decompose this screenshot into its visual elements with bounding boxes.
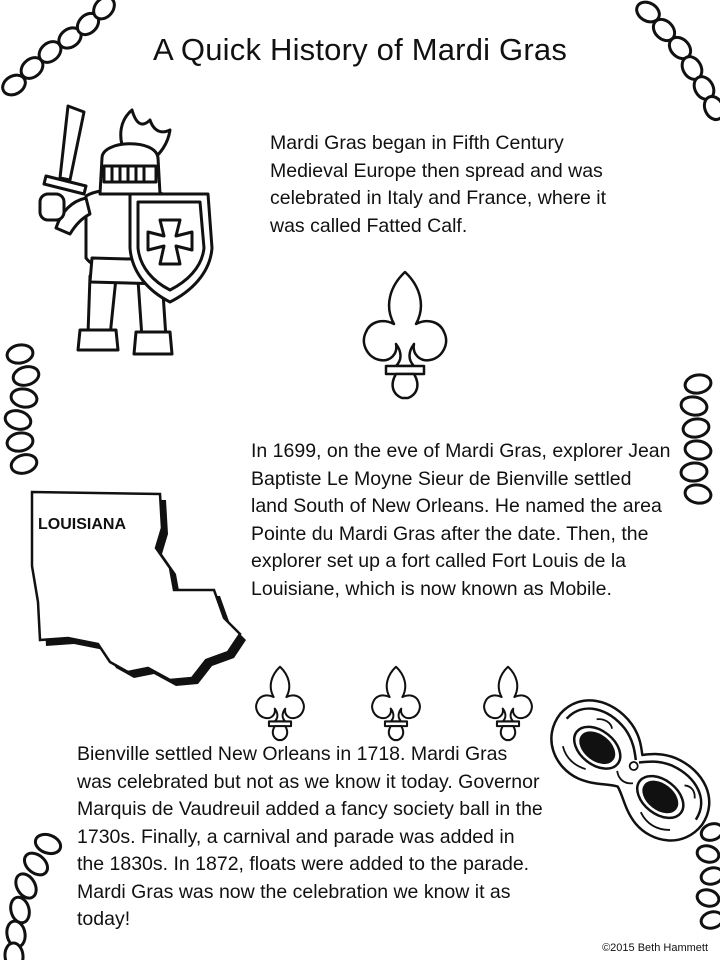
- page-title: A Quick History of Mardi Gras: [152, 32, 568, 67]
- masquerade-mask: [524, 696, 720, 866]
- paragraph-medieval-origins: Mardi Gras began in Fifth Century Medieval Europe then spread and was celebrated in Italy and France, where it was called Fatted Calf.: [270, 132, 607, 237]
- bead-garland-right: [672, 372, 720, 522]
- copyright-notice: ©2015 Beth Hammett: [602, 942, 708, 954]
- map-label: LOUISIANA: [38, 516, 126, 533]
- fleur-de-lis-small-2: [364, 664, 428, 744]
- bead-garland-bottom-left: [0, 830, 70, 960]
- paragraph-bienville-1699: In 1699, on the eve of Mardi Gras, explorer Jean Baptiste Le Moyne Sieur de Bienville settled land South of New Orleans. He named the area Pointe du Mardi Gras after the date. Then, the explorer set up a fort called Fort Louis de la Louisiane, which is now known as Mobile.: [251, 440, 671, 600]
- fleur-de-lis-large: [350, 268, 460, 404]
- fleur-de-lis-small-1: [248, 664, 312, 744]
- knight-illustration: [20, 98, 240, 363]
- paragraph-new-orleans-1718: Bienville settled New Orleans in 1718. Mardi Gras was celebrated but not as we know it today. Governor Marquis de Vaudreuil added a fancy society ball in the 1730s. Finally, a carnival and parade was added in the 1830s. In 1872, floats were added to the parade. Mardi Gras was now the celebration we know it as today!: [77, 743, 543, 930]
